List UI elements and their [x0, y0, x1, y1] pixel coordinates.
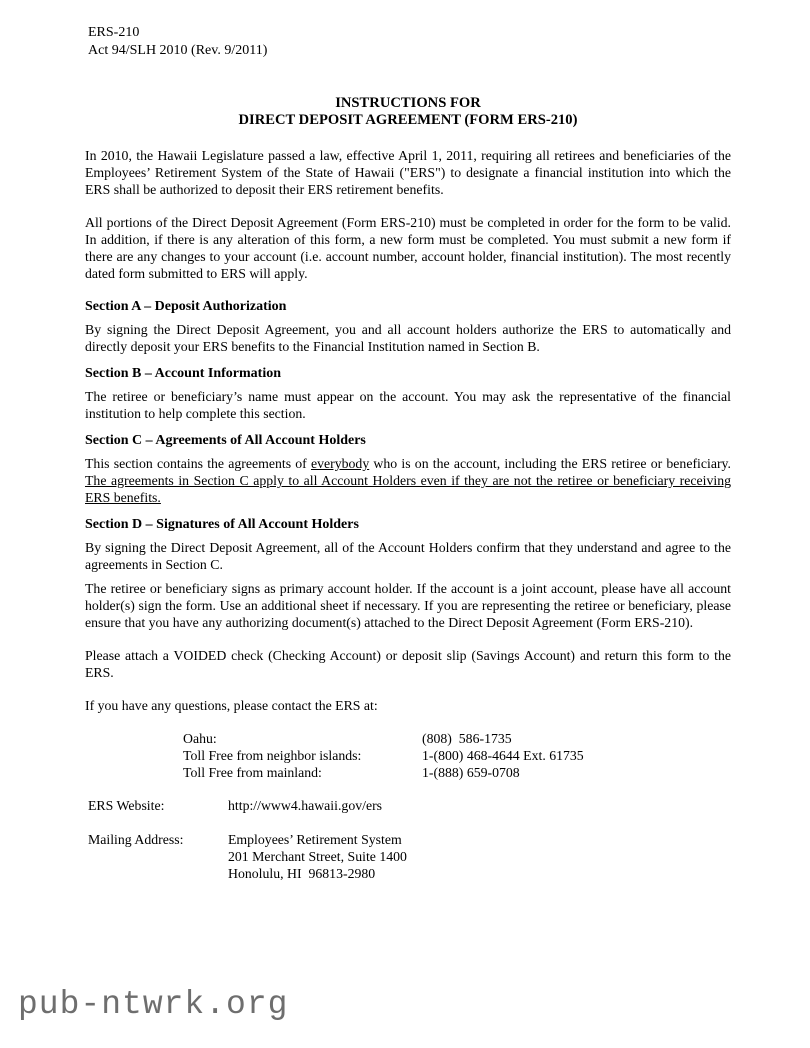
website-label: ERS Website: — [88, 798, 165, 813]
section-b-body: The retiree or beneficiary’s name must appear on the account. You may ask the representative of the financial institution to help complete this section. — [85, 389, 731, 421]
intro-paragraph-1: In 2010, the Hawaii Legislature passed a law, effective April 1, 2011, requiring all retirees and beneficiaries of the Employees’ Retirement System of the State of Hawaii ("ERS") to designate a financial institution into which the ERS shall be authorized to deposit their ERS retirement benefits. — [85, 148, 731, 197]
title-line-1: INSTRUCTIONS FOR — [335, 95, 481, 111]
section-b-heading: Section B – Account Information — [85, 366, 281, 381]
section-d-paragraph-2: The retiree or beneficiary signs as primary account holder. If the account is a joint account, please have all account holder(s) sign the form. Use an additional sheet if necessary. If you are representing the retiree or beneficiary, please ensure that you have any authorizing document(s) attached to the Direct Deposit Agreement (Form ERS-210). — [85, 581, 731, 630]
questions-line: If you have any questions, please contact the ERS at: — [85, 698, 378, 713]
contact-phone-list — [183, 730, 731, 781]
website-row — [88, 797, 731, 814]
section-d-paragraph-1: By signing the Direct Deposit Agreement, all of the Account Holders confirm that they understand and agree to the agreements in Section C. — [85, 540, 731, 572]
form-revision-line: Act 94/SLH 2010 (Rev. 9/2011) — [88, 42, 268, 58]
mailing-address-label: Mailing Address: — [88, 832, 184, 847]
contact-phone: (808) 586-1735 — [422, 731, 512, 746]
contact-label: Toll Free from neighbor islands: — [183, 748, 362, 763]
form-header — [88, 24, 731, 59]
section-c-body — [85, 455, 731, 506]
contact-label: Toll Free from mainland: — [183, 765, 322, 780]
mailing-address-line-1: Employees’ Retirement System — [228, 832, 402, 847]
document-title — [85, 95, 731, 129]
watermark-text: pub-ntwrk.org — [18, 986, 289, 1023]
section-c-underlined-word: everybody — [310, 456, 370, 471]
voided-check-note: Please attach a VOIDED check (Checking Account) or deposit slip (Savings Account) and return this form to the ERS. — [85, 648, 731, 680]
contact-row-neighbor-islands — [183, 747, 731, 764]
section-a-body: By signing the Direct Deposit Agreement, you and all account holders authorize the ERS to automatically and directly deposit your ERS benefits to the Financial Institution named in Section B. — [85, 322, 731, 354]
contact-row-oahu — [183, 730, 731, 747]
mailing-address-line-2: 201 Merchant Street, Suite 1400 — [228, 849, 407, 864]
section-a-heading: Section A – Deposit Authorization — [85, 299, 287, 314]
website-url: http://www4.hawaii.gov/ers — [228, 798, 383, 813]
section-c-heading: Section C – Agreements of All Account Holders — [85, 433, 366, 448]
section-c-text-2: who is on the account, including the ERS retiree or beneficiary. — [369, 456, 732, 471]
section-c-text-1: This section contains the agreements of — [85, 456, 311, 471]
intro-paragraph-2: All portions of the Direct Deposit Agreement (Form ERS-210) must be completed in order for the form to be valid. In addition, if there is any alteration of this form, a new form must be completed. You must submit a new form if there are any changes to your account (i.e. account number, account holder, financial institution). The most recently dated form submitted to ERS will apply. — [85, 215, 731, 281]
section-c-underlined-sentence: The agreements in Section C apply to all Account Holders even if they are not the retiree or beneficiary receiving ERS benefits. — [85, 473, 731, 505]
section-d-heading: Section D – Signatures of All Account Holders — [85, 517, 359, 532]
form-number: ERS-210 — [88, 25, 140, 40]
contact-label: Oahu: — [183, 731, 217, 746]
contact-phone: 1-(888) 659-0708 — [422, 765, 520, 780]
mailing-address-row — [88, 831, 731, 882]
contact-row-mainland — [183, 764, 731, 781]
contact-phone: 1-(800) 468-4644 Ext. 61735 — [422, 748, 584, 763]
title-line-2: DIRECT DEPOSIT AGREEMENT (FORM ERS-210) — [238, 112, 578, 128]
mailing-address-line-3: Honolulu, HI 96813-2980 — [228, 866, 376, 881]
mailing-address-lines — [228, 831, 407, 882]
